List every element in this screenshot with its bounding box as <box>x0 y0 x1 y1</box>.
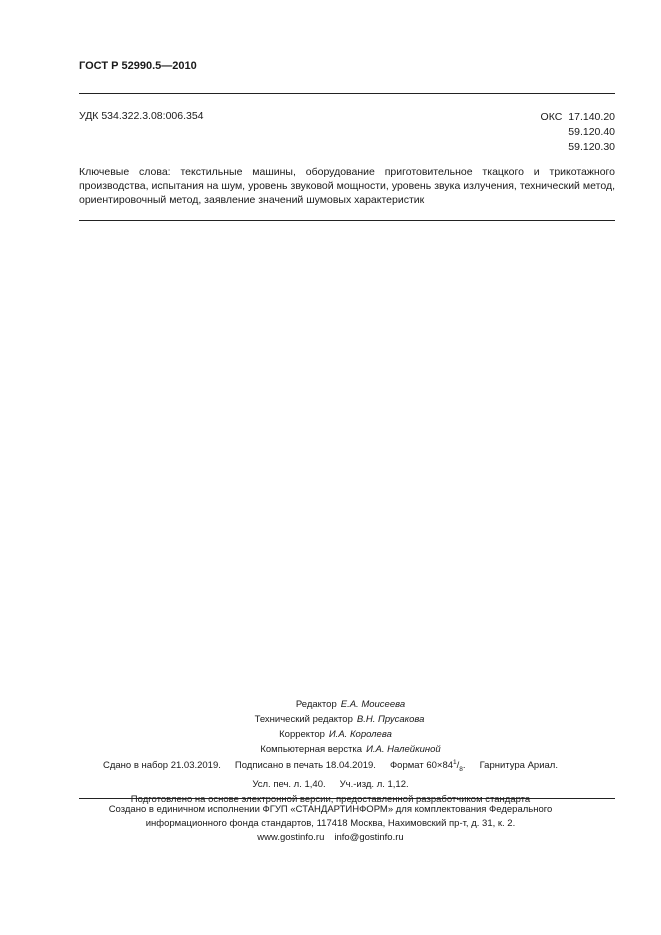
footer-block <box>0 803 661 845</box>
website-link[interactable]: www.gostinfo.ru <box>257 832 325 843</box>
submitted-date: Сдано в набор 21.03.2019. <box>102 760 221 772</box>
footer-links <box>0 831 661 845</box>
signed-date: Подписано в печать 18.04.2019. <box>234 760 376 772</box>
keywords-paragraph: Ключевые слова: текстильные машины, оборудование приготовительное ткацкого и трикотажного производства, испытания на шум, уровень звуковой мощности, уровень звука излучения, технический метод, ориентировочный метод, заявление значений шумовых характеристик <box>79 166 615 206</box>
credit-corrector <box>0 727 661 742</box>
footer-line-2: информационного фонда стандартов, 117418 Москва, Нахимовский пр-т, д. 31, к. 2. <box>145 818 516 829</box>
credit-editor <box>0 697 661 712</box>
standard-designation: ГОСТ Р 52990.5—2010 <box>79 60 197 72</box>
header-divider <box>79 93 615 94</box>
credit-name: В.Н. Прусакова <box>356 714 425 725</box>
credit-name: И.А. Налейкиной <box>366 744 441 755</box>
email-link[interactable]: info@gostinfo.ru <box>334 832 404 843</box>
credit-role: Компьютерная верстка <box>260 744 363 755</box>
credits-block <box>0 697 661 757</box>
credit-name: Е.А. Моисеева <box>340 699 406 710</box>
footer-divider <box>79 798 615 799</box>
udk-code: УДК 534.322.3.08:006.354 <box>79 110 204 122</box>
oks-code: 17.140.20 <box>568 111 615 123</box>
publication-line-2 <box>0 777 661 792</box>
oks-label: ОКС <box>540 111 563 123</box>
publication-line-1 <box>0 755 661 777</box>
print-sheets: Усл. печ. л. 1,40. <box>252 779 326 791</box>
keywords-divider <box>79 220 615 221</box>
credit-role: Корректор <box>279 729 325 740</box>
credit-role: Редактор <box>295 699 337 710</box>
oks-code: 59.120.40 <box>568 126 615 138</box>
oks-code: 59.120.30 <box>568 141 615 153</box>
prepared-note: Подготовлено на основе электронной версии, предоставленной разработчиком стандарта <box>130 794 531 806</box>
credit-name: И.А. Королева <box>328 729 392 740</box>
paper-format: Формат $60\times 84^1/_8$. <box>389 759 466 774</box>
footer-line-1: Создано в единичном исполнении ФГУП «СТАНДАРТИНФОРМ» для комплектования Федерального <box>108 804 553 815</box>
credit-role: Технический редактор <box>254 714 353 725</box>
typeface: Гарнитура Ариал. <box>479 760 558 772</box>
credit-tech-editor <box>0 712 661 727</box>
publisher-sheets: Уч.-изд. л. 1,12. <box>339 779 409 791</box>
publication-info <box>0 755 661 807</box>
oks-codes <box>541 110 615 155</box>
